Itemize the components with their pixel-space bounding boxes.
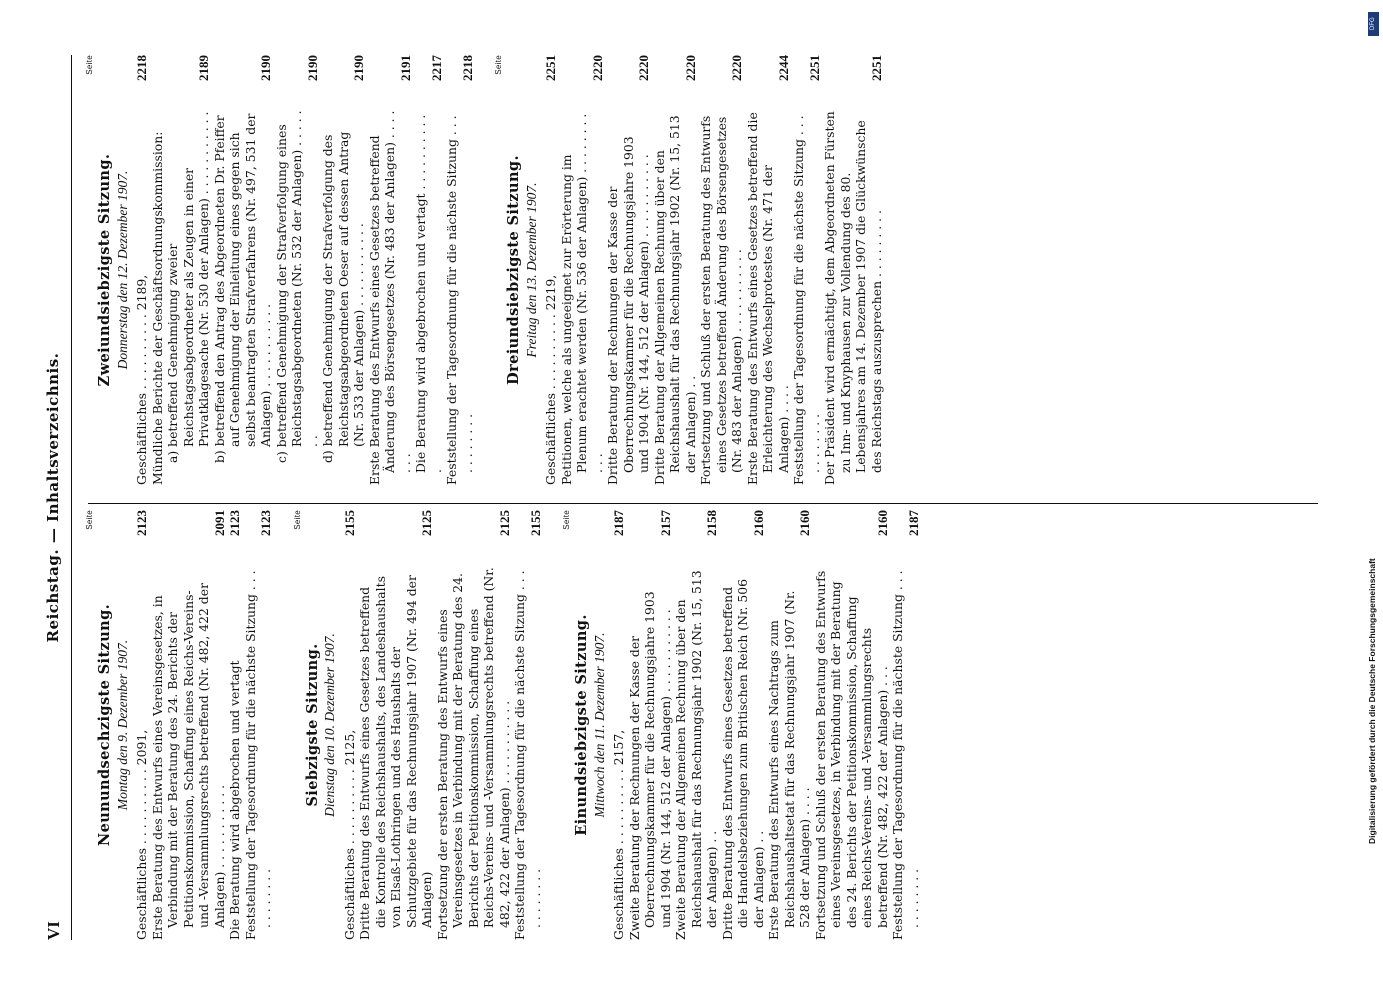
page-reference: 2155 bbox=[341, 510, 357, 536]
page-reference: 2190 bbox=[258, 55, 273, 81]
toc-entry bbox=[822, 55, 884, 485]
toc-entry bbox=[512, 510, 543, 940]
toc-entry bbox=[342, 510, 358, 940]
page-reference: 2218 bbox=[134, 55, 149, 81]
dfg-logo: DFG bbox=[1368, 12, 1379, 36]
page-reference: 2160 bbox=[797, 510, 812, 536]
toc-entry bbox=[605, 55, 652, 485]
entry-text: Geschäftliches . . . . . . . . . . 2157, bbox=[611, 729, 626, 940]
toc-entry bbox=[150, 55, 166, 485]
entry-text: Geschäftliches . . . . . . . . . . 2219, bbox=[543, 274, 558, 485]
toc-entry bbox=[150, 510, 228, 940]
session-section bbox=[82, 55, 475, 485]
entry-text: Feststellung der Tagesordnung für die nächste Sitzung . . . . . . . . . . . bbox=[890, 570, 921, 940]
toc-entry bbox=[890, 510, 921, 940]
entry-text: Geschäftliches . . . . . . . . . . 2091, bbox=[134, 729, 149, 940]
header-rule bbox=[71, 55, 72, 940]
page-reference: 2189 bbox=[196, 55, 211, 81]
session-title: Neunundsechzigste Sitzung. bbox=[96, 603, 113, 847]
toc-entry bbox=[673, 510, 720, 940]
page-reference: 2218 bbox=[459, 55, 475, 81]
entry-text: Dritte Beratung der Rechnungen der Kasse der Oberrechnungskammer für die Rechnungsjahre 1903 und 1904 (Nr. 144, 512 der Anlagen) . . . . . . . . . . . bbox=[605, 136, 651, 485]
toc-entry bbox=[766, 510, 813, 940]
entry-text: b) betreffend den Antrag des Abgeordneten Dr. Pfeiffer auf Genehmigung der Einleitung eines gegen sich selbst beantragten Strafverfahrens (Nr. 497, 531 der Anlagen) . . . . . . . . . . . bbox=[211, 113, 273, 463]
page-reference: 2160 bbox=[750, 510, 766, 536]
entry-text: Geschäftliches . . . . . . . . . . 2125, bbox=[341, 729, 357, 940]
toc-entry bbox=[212, 55, 274, 485]
entry-text: Zweite Beratung der Rechnungen der Kasse der Oberrechnungskammer für die Rechnungsjahre 1903 und 1904 (Nr. 144, 512 der Anlagen) . . . . . . . . . . . bbox=[626, 591, 673, 940]
page-reference: 2187 bbox=[611, 510, 626, 536]
toc-entry bbox=[227, 510, 243, 940]
session-date: Donnerstag den 12. Dezember 1907. bbox=[114, 170, 130, 370]
seite-label: Seite bbox=[562, 510, 571, 530]
column-divider bbox=[88, 503, 1318, 504]
session-section bbox=[290, 510, 544, 940]
seite-label: Seite bbox=[494, 55, 503, 75]
entry-text: Geschäftliches . . . . . . . . . . 2189, bbox=[134, 274, 149, 485]
page-reference: 2123 bbox=[134, 510, 149, 536]
session-title: Einundsiebzigste Sitzung. bbox=[573, 614, 590, 836]
toc-entry bbox=[243, 510, 274, 940]
page-reference: 2190 bbox=[351, 55, 366, 81]
page-reference: 2155 bbox=[527, 510, 543, 536]
toc-entry bbox=[435, 510, 513, 940]
entry-text: Fortsetzung der ersten Beratung des Entwurfs eines Vereinsgesetzes in Verbindung mit der Beratung des 24. Berichts der Petitionskommission, Schaffung eines Reichs-Vereins- und -Versammlungsrechts betreffend (Nr. 482, 422 der Anlagen) . . . . . . . . . . . bbox=[434, 567, 512, 940]
toc-entry bbox=[274, 55, 321, 485]
entry-text: Petitionen, welche als ungeeignet zur Erörterung im Plenum erachtet werden (Nr. 536 der Anlagen) . . . . . . . . . . . bbox=[558, 113, 605, 485]
page-reference: 2158 bbox=[704, 510, 719, 536]
entry-text: Dritte Beratung des Entwurfs eines Gesetzes betreffend die Handelsbeziehungen zum Britischen Reich (Nr. 506 der Anlagen) . . bbox=[719, 578, 766, 940]
session-title: Zweiundsiebzigste Sitzung. bbox=[96, 153, 113, 387]
entry-text: Fortsetzung und Schluß der ersten Beratung des Entwurfs eines Gesetzes betreffend Änderung des Börsengesetzes (Nr. 483 der Anlagen) . . . . . . . . . . . bbox=[698, 115, 744, 485]
entry-text: d) betreffend Genehmigung der Strafverfolgung des Reichstagsabgeordneten Oeser auf dessen Antrag (Nr. 533 der Anlagen) . . . . . . . . . . . bbox=[320, 131, 366, 463]
toc-entry bbox=[444, 55, 475, 485]
page-reference: 2244 bbox=[775, 55, 791, 81]
page-reference: 2251 bbox=[868, 55, 884, 81]
entry-text: c) betreffend Genehmigung der Strafverfolgung eines Reichstagsabgeordneten (Nr. 532 der Anlagen) . . . . . . . bbox=[273, 110, 320, 463]
session-title: Siebzigste Sitzung. bbox=[303, 643, 321, 807]
entry-text: Zweite Beratung der Allgemeinen Rechnung über den Reichshaushalt für das Rechnungsjahr 1902 (Nr. 15, 513 der Anlagen) . . bbox=[673, 570, 719, 940]
page-reference: 2191 bbox=[397, 55, 413, 81]
entry-text: a) betreffend Genehmigung zweier Reichstagsabgeordneter als Zeugen in einer Privatklagesache (Nr. 530 der Anlagen) . . . . . . . . . . . bbox=[165, 111, 211, 463]
seite-label: Seite bbox=[292, 510, 302, 530]
session-section bbox=[559, 510, 921, 940]
entry-text: Erste Beratung des Entwurfs eines Gesetzes betreffend Änderung des Börsengesetzes (Nr. 483 der Anlagen) . . . . . . . bbox=[366, 110, 413, 485]
page-reference: 2220 bbox=[729, 55, 744, 81]
seite-label: Seite bbox=[85, 55, 94, 75]
running-title: Reichstag. — Inhaltsverzeichnis. bbox=[44, 352, 62, 643]
page-reference: 2123 bbox=[258, 510, 273, 536]
toc-entry bbox=[413, 55, 444, 485]
toc-entry bbox=[134, 510, 150, 940]
entry-text: Feststellung der Tagesordnung für die nächste Sitzung . . . . . . . . . . . bbox=[791, 115, 822, 485]
page-reference: 2123 bbox=[227, 510, 242, 536]
page-reference: 2217 bbox=[428, 55, 444, 81]
toc-entry bbox=[745, 55, 792, 485]
toc-entry bbox=[367, 55, 414, 485]
entry-text: Erste Beratung des Entwurfs eines Vereinsgesetzes, in Verbindung mit der Beratung des 24. Berichts der Petitionskommission, Schaffung eines Reichs-Vereins- und -Versammlungsrechts betreffend (Nr. 482, 422 der Anlagen) . . . . . . . . . . . bbox=[149, 583, 227, 940]
entry-text: Die Beratung wird abgebrochen und vertagt bbox=[227, 660, 242, 940]
running-head bbox=[38, 55, 72, 940]
entry-text: Dritte Beratung der Allgemeinen Rechnung über den Reichshaushalt für das Rechnungsjahr 1902 (Nr. 15, 513 der Anlagen) . . bbox=[651, 115, 698, 485]
right-column bbox=[82, 55, 1342, 485]
entry-text: Die Beratung wird abgebrochen und vertagt . . . . . . . . . . . bbox=[413, 114, 444, 473]
page-reference: 2187 bbox=[905, 510, 921, 536]
entry-text: Feststellung der Tagesordnung für die nächste Sitzung . . . . . . . . . . . bbox=[512, 570, 543, 940]
left-column bbox=[82, 510, 1342, 940]
session-date: Mittwoch den 11. Dezember 1907. bbox=[591, 632, 607, 818]
page-reference: 2251 bbox=[806, 55, 822, 81]
entry-text: Fortsetzung und Schluß der ersten Beratung des Entwurfs eines Vereinsgesetzes, in Verbindung mit der Beratung des 24. Berichts der Petitionskommission, Schaffung eines Reichs-Vereins- und -Versammlungsrechts betreffend (Nr. 482, 422 der Anlagen) . . . bbox=[812, 570, 890, 940]
digitization-credit bbox=[1368, 8, 1380, 992]
seite-label: Seite bbox=[85, 510, 94, 530]
page-reference: 2220 bbox=[589, 55, 605, 81]
toc-entry bbox=[559, 55, 606, 485]
toc-entry bbox=[813, 510, 891, 940]
toc-entry bbox=[357, 510, 435, 940]
session-date: Dienstag den 10. Dezember 1907. bbox=[322, 633, 337, 817]
toc-entry bbox=[543, 55, 559, 485]
entry-text: Feststellung der Tagesordnung für die nächste Sitzung . . . . . . . . . . . bbox=[444, 115, 475, 485]
credit-text: Digitalisierung gefördert durch die Deutsche Forschungsgemeinschaft bbox=[1367, 558, 1377, 844]
page-reference: 2190 bbox=[304, 55, 320, 81]
toc-entry bbox=[627, 510, 674, 940]
entry-text: Der Präsident wird ermächtigt, dem Abgeordneten Fürsten zu Inn- und Knyphausen zur Vollendung des 80. Lebensjahres am 14. Dezember 1907 die Glückwünsche des Reichstags auszusprechen . . . . . . . . . bbox=[822, 111, 884, 485]
toc-entry bbox=[165, 55, 212, 485]
page-reference: 2220 bbox=[636, 55, 651, 81]
session-section bbox=[491, 55, 884, 485]
page-reference: 2157 bbox=[657, 510, 673, 536]
session-section bbox=[82, 510, 274, 940]
page-reference: 2251 bbox=[543, 55, 558, 81]
toc-entry bbox=[320, 55, 367, 485]
entry-text: Feststellung der Tagesordnung für die nächste Sitzung . . . . . . . . . . . bbox=[242, 570, 273, 940]
toc-entry bbox=[791, 55, 822, 485]
entry-text: Erste Beratung des Entwurfs eines Gesetzes betreffend die Erleichterung des Wechselprotestes (Nr. 471 der Anlagen) . . . . bbox=[744, 112, 791, 485]
entry-text: Erste Beratung des Entwurfs eines Nachtrags zum Reichshaushaltsetat für das Rechnungsjahr 1907 (Nr. 528 der Anlagen) . . . . bbox=[766, 590, 812, 940]
toc-entry bbox=[652, 55, 699, 485]
session-date: Montag den 9. Dezember 1907. bbox=[114, 639, 130, 811]
entry-text: Mündliche Berichte der Geschäftsordnungskommission: bbox=[149, 131, 165, 485]
page-number: VI bbox=[44, 921, 63, 940]
page-reference: 2091 bbox=[211, 510, 227, 536]
toc-entry bbox=[720, 510, 767, 940]
session-date: Freitag den 13. Dezember 1907. bbox=[523, 182, 539, 358]
toc-entry bbox=[134, 55, 150, 485]
entry-text: Dritte Beratung des Entwurfs eines Gesetzes betreffend die Kontrolle des Reichshaushalts, des Landeshaushalts von Elsaß-Lothringen und des Haushalts der Schutzgebiete für das Rechnungsjahr 1907 (Nr. 494 der Anlagen) bbox=[357, 575, 434, 940]
toc-entry bbox=[611, 510, 627, 940]
page-reference: 2125 bbox=[496, 510, 512, 536]
session-title: Dreiundsiebzigste Sitzung. bbox=[505, 155, 522, 385]
page-reference: 2220 bbox=[682, 55, 698, 81]
page-reference: 2160 bbox=[874, 510, 890, 536]
page-reference: 2125 bbox=[419, 510, 434, 536]
toc-entry bbox=[698, 55, 745, 485]
